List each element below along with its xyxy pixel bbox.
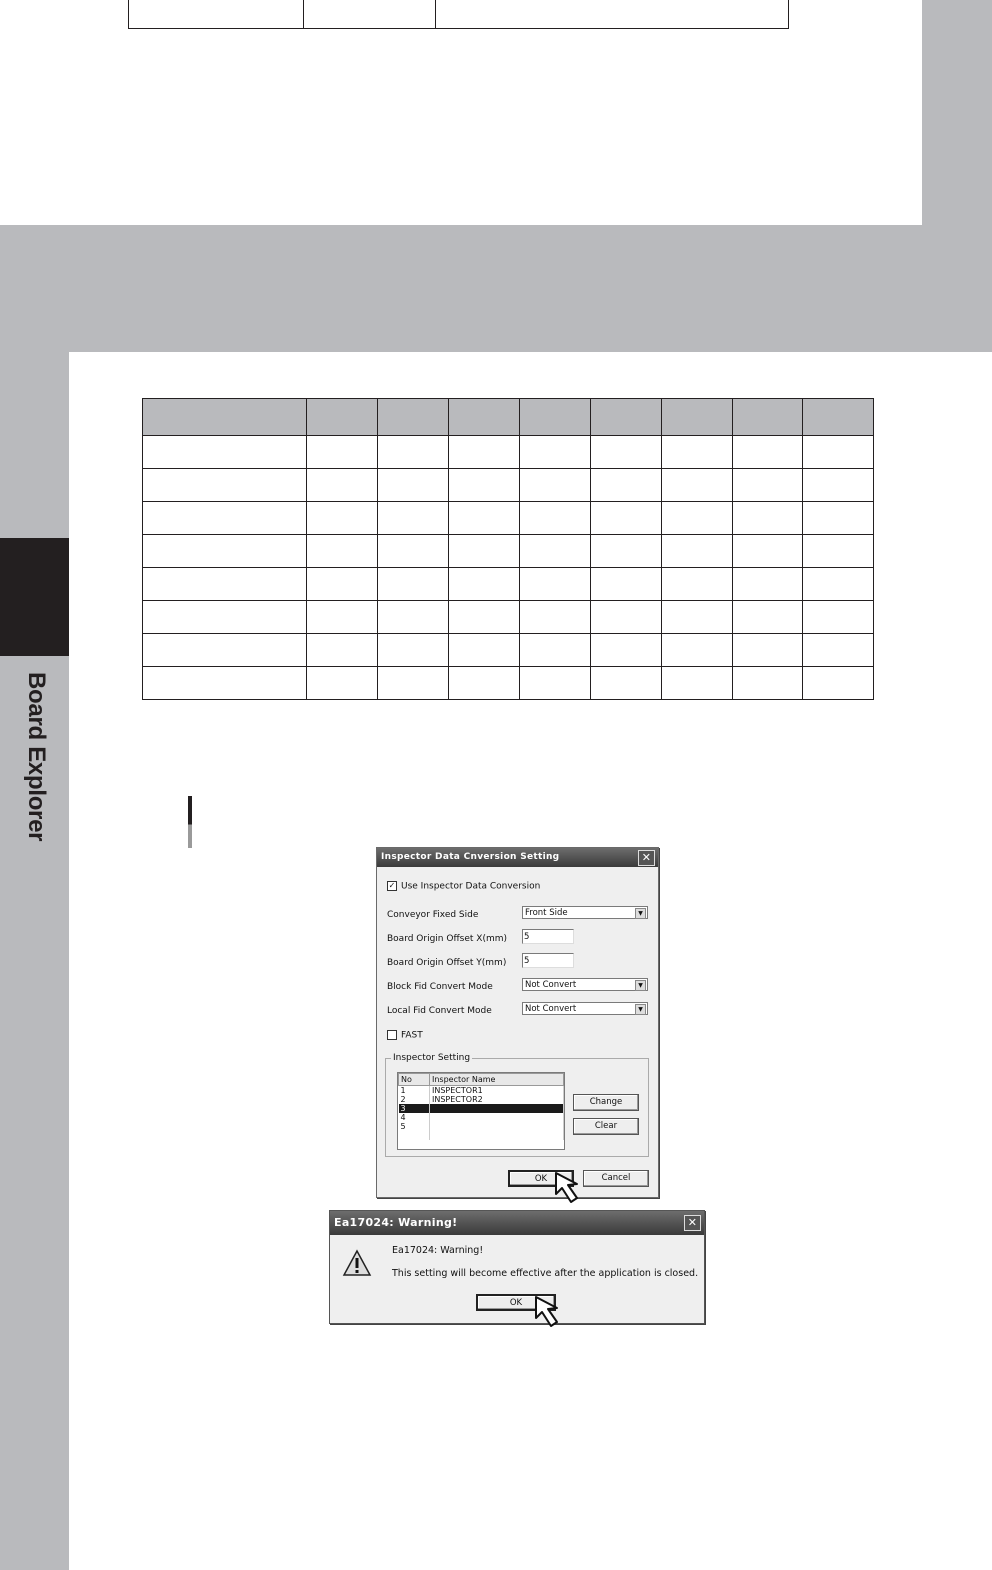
local-fid-label: Local Fid Convert Mode <box>387 1006 492 1016</box>
inspector-list[interactable] <box>397 1072 565 1150</box>
table-cell <box>662 601 733 634</box>
warning-heading: Ea17024: Warning! <box>392 1245 484 1256</box>
table-row <box>129 0 789 29</box>
close-icon[interactable]: ✕ <box>684 1215 701 1231</box>
table-cell <box>803 535 874 568</box>
table-cell <box>733 469 803 502</box>
pointer-icon <box>553 1170 587 1206</box>
list-item-no: 1 <box>399 1086 430 1096</box>
table-cell <box>591 535 662 568</box>
change-button[interactable]: Change <box>573 1094 639 1111</box>
table-cell <box>378 535 449 568</box>
list-header-row <box>399 1074 564 1086</box>
table-cell <box>591 667 662 700</box>
block-fid-select[interactable] <box>522 978 648 991</box>
dialog-title: Inspector Data Cnversion Setting <box>381 852 560 862</box>
pointer-icon <box>533 1294 567 1330</box>
left-margin-band <box>0 280 69 1570</box>
table-row <box>143 436 874 469</box>
chevron-down-icon: ▼ <box>635 1004 646 1015</box>
conveyor-value: Front Side <box>525 908 568 918</box>
offset-x-input[interactable]: 5 <box>522 929 574 944</box>
chapter-label: Board Explorer <box>23 672 50 842</box>
table-cell <box>449 535 520 568</box>
table-cell <box>449 469 520 502</box>
table-cell <box>591 568 662 601</box>
block-fid-value: Not Convert <box>525 980 577 990</box>
warning-message: This setting will become effective after the application is closed. <box>392 1268 699 1279</box>
table-cell <box>520 601 591 634</box>
table-cell <box>803 568 874 601</box>
table-cell <box>803 634 874 667</box>
table-cell <box>449 502 520 535</box>
table-cell <box>449 634 520 667</box>
cancel-button[interactable]: Cancel <box>583 1170 649 1187</box>
table-row <box>143 601 874 634</box>
inspector-group-label: Inspector Setting <box>393 1053 471 1063</box>
table-cell <box>591 436 662 469</box>
table-cell <box>733 634 803 667</box>
table-cell <box>436 0 789 29</box>
list-item-name: INSPECTOR1 <box>430 1086 564 1096</box>
table-cell <box>129 0 304 29</box>
table-cell <box>307 535 378 568</box>
table-cell <box>307 634 378 667</box>
table-cell <box>803 502 874 535</box>
table-cell <box>143 436 307 469</box>
list-item-name <box>430 1122 564 1131</box>
table-cell <box>378 667 449 700</box>
table-cell <box>662 502 733 535</box>
checkbox-box: ✓ <box>388 881 396 890</box>
block-fid-label: Block Fid Convert Mode <box>387 982 493 992</box>
table-cell <box>143 667 307 700</box>
section-gray-band <box>0 280 992 352</box>
header-cell <box>520 399 591 436</box>
table-cell <box>307 667 378 700</box>
table-row <box>143 634 874 667</box>
chevron-down-icon: ▼ <box>635 980 646 991</box>
list-filler-row <box>399 1131 564 1140</box>
top-table <box>128 0 789 29</box>
table-cell <box>307 568 378 601</box>
list-item[interactable] <box>399 1113 564 1122</box>
table-cell <box>520 535 591 568</box>
list-item[interactable] <box>399 1095 564 1104</box>
table-cell <box>662 469 733 502</box>
table-cell <box>449 568 520 601</box>
fast-checkbox[interactable] <box>387 1030 423 1041</box>
table-cell <box>143 469 307 502</box>
table-cell <box>304 0 436 29</box>
conveyor-label: Conveyor Fixed Side <box>387 910 479 920</box>
clear-button[interactable]: Clear <box>573 1118 639 1135</box>
header-cell <box>803 399 874 436</box>
table-cell <box>662 667 733 700</box>
table-cell <box>662 634 733 667</box>
table-cell <box>733 568 803 601</box>
table-cell <box>143 634 307 667</box>
table-cell <box>307 436 378 469</box>
table-cell <box>307 502 378 535</box>
header-cell <box>662 399 733 436</box>
fast-label: FAST <box>401 1030 423 1041</box>
table-cell <box>520 667 591 700</box>
list-filler-cell <box>399 1131 430 1140</box>
table-cell <box>662 436 733 469</box>
table-cell <box>733 535 803 568</box>
list-item-name <box>430 1113 564 1122</box>
table-cell <box>591 601 662 634</box>
close-icon[interactable]: ✕ <box>638 850 655 866</box>
chapter-tab <box>0 538 69 656</box>
table-header-row <box>143 399 874 436</box>
warning-titlebar <box>330 1211 704 1235</box>
list-item[interactable] <box>399 1122 564 1131</box>
list-item-name: INSPECTOR2 <box>430 1095 564 1104</box>
list-filler-cell <box>430 1131 564 1140</box>
warning-dialog <box>329 1210 705 1324</box>
table-cell <box>378 601 449 634</box>
list-item-name <box>430 1104 564 1113</box>
table-cell <box>733 667 803 700</box>
table-cell <box>449 601 520 634</box>
header-cell <box>307 399 378 436</box>
table-cell <box>520 436 591 469</box>
use-conversion-label: Use Inspector Data Conversion <box>401 881 541 892</box>
use-conversion-checkbox[interactable] <box>387 881 540 892</box>
warning-title: Ea17024: Warning! <box>334 1216 458 1229</box>
table-cell <box>143 502 307 535</box>
table-cell <box>143 601 307 634</box>
header-cell <box>733 399 803 436</box>
table-cell <box>449 436 520 469</box>
conveyor-select[interactable] <box>522 906 648 919</box>
table-cell <box>733 502 803 535</box>
table-cell <box>378 634 449 667</box>
offset-y-input[interactable]: 5 <box>522 953 574 968</box>
main-table <box>142 398 874 700</box>
table-cell <box>803 601 874 634</box>
list-item-no: 3 <box>399 1104 430 1113</box>
header-cell <box>591 399 662 436</box>
dialog-titlebar <box>377 848 658 867</box>
local-fid-select[interactable] <box>522 1002 648 1015</box>
table-row <box>143 568 874 601</box>
table-cell <box>591 634 662 667</box>
step-marker <box>188 796 192 848</box>
table-cell <box>803 436 874 469</box>
header-cell <box>143 399 307 436</box>
list-item[interactable] <box>399 1104 564 1113</box>
offset-y-label: Board Origin Offset Y(mm) <box>387 958 507 968</box>
table-cell <box>662 535 733 568</box>
table-cell <box>449 667 520 700</box>
header-cell <box>449 399 520 436</box>
table-cell <box>307 469 378 502</box>
table-cell <box>378 436 449 469</box>
table-cell <box>733 601 803 634</box>
column-header-no[interactable]: No <box>399 1074 430 1086</box>
list-item-no: 4 <box>399 1113 430 1122</box>
checkbox-box <box>387 1030 397 1040</box>
table-cell <box>520 469 591 502</box>
table-cell <box>520 502 591 535</box>
table-cell <box>307 601 378 634</box>
column-header-name[interactable]: Inspector Name <box>430 1074 564 1086</box>
table-cell <box>733 436 803 469</box>
list-item[interactable] <box>399 1086 564 1096</box>
table-row <box>143 535 874 568</box>
table-row <box>143 469 874 502</box>
header-cell <box>378 399 449 436</box>
table-cell <box>378 502 449 535</box>
header-gray-band <box>0 225 992 280</box>
table-cell <box>520 634 591 667</box>
warning-ok-button[interactable]: OK <box>476 1294 556 1311</box>
table-row <box>143 502 874 535</box>
list-item-no: 2 <box>399 1095 430 1104</box>
table-cell <box>143 568 307 601</box>
table-row <box>143 667 874 700</box>
table-cell <box>520 568 591 601</box>
table-cell <box>662 568 733 601</box>
local-fid-value: Not Convert <box>525 1004 577 1014</box>
table-cell <box>591 469 662 502</box>
list-item-no: 5 <box>399 1122 430 1131</box>
table-cell <box>803 469 874 502</box>
table-cell <box>803 667 874 700</box>
chevron-down-icon: ▼ <box>635 908 646 919</box>
warning-icon <box>342 1249 372 1277</box>
table-cell <box>143 535 307 568</box>
top-right-gray-block <box>922 0 992 230</box>
table-cell <box>378 469 449 502</box>
offset-x-label: Board Origin Offset X(mm) <box>387 934 507 944</box>
ok-button[interactable]: OK <box>508 1170 574 1187</box>
inspector-settings-dialog <box>376 847 659 1198</box>
table-cell <box>591 502 662 535</box>
table-cell <box>378 568 449 601</box>
